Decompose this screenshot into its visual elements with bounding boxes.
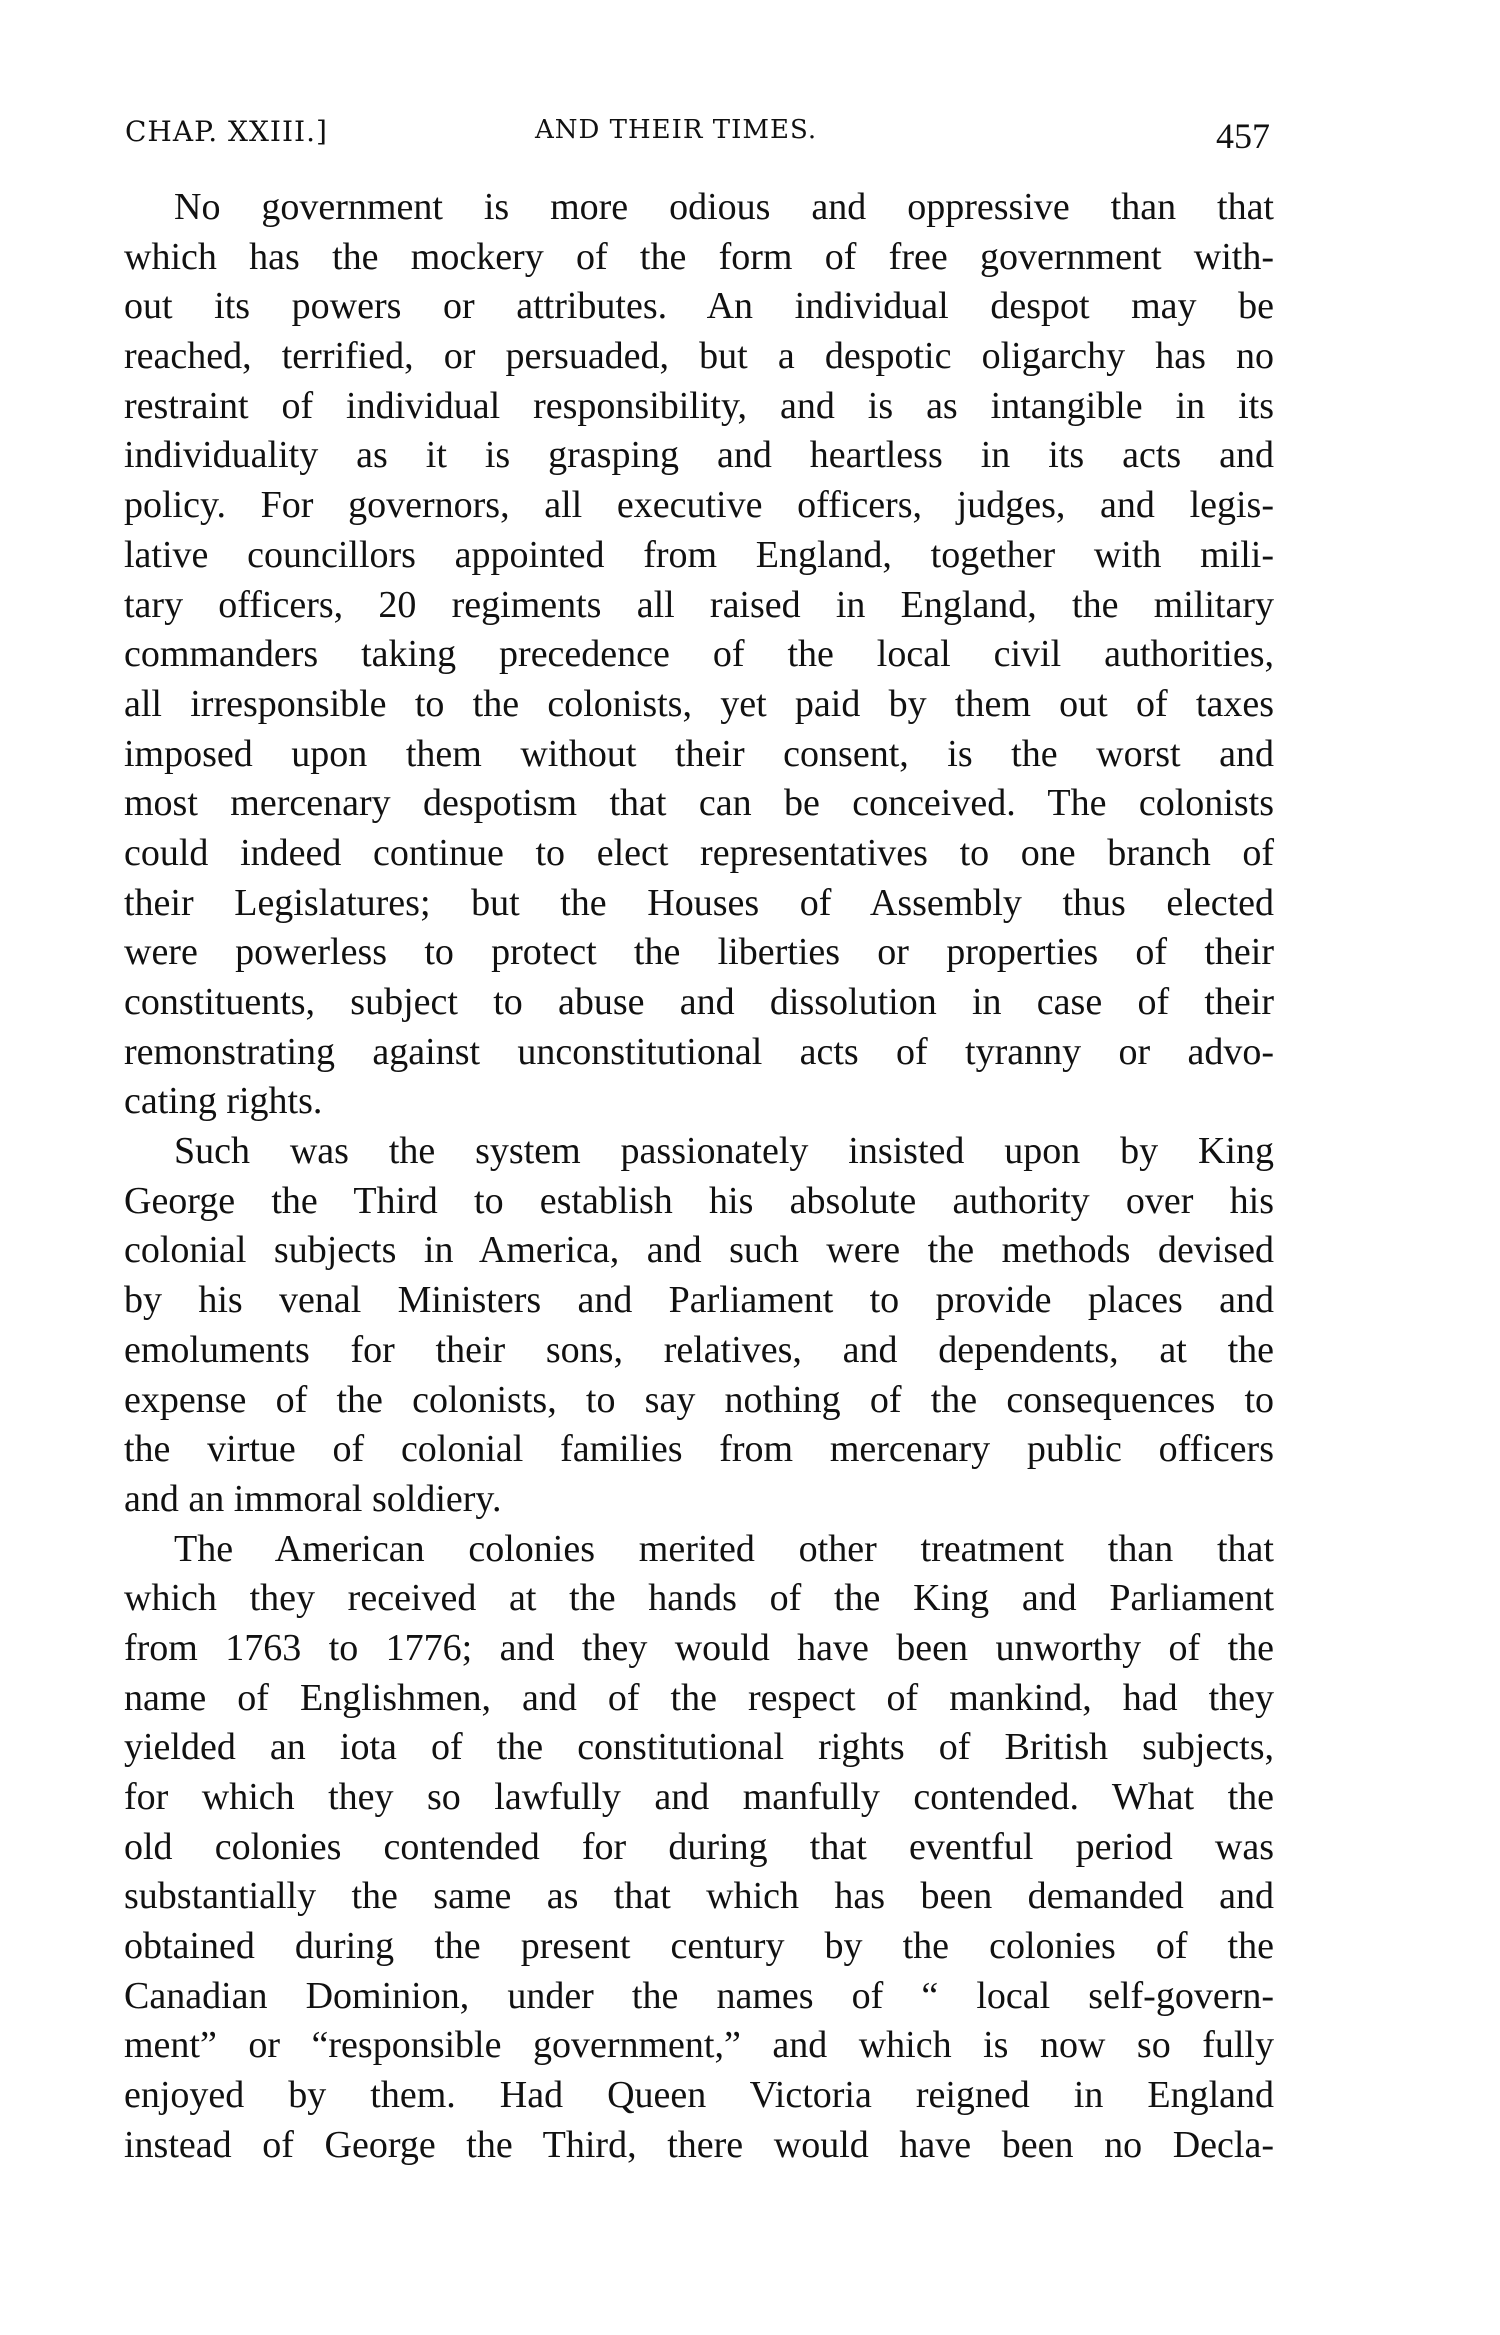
text-line: colonial subjects in America, and such were the methods devised xyxy=(124,1229,1274,1272)
paragraph-3 xyxy=(124,1525,1274,2171)
page-number: 457 xyxy=(1216,116,1270,156)
text-line: and an immoral soldiery. xyxy=(124,1477,502,1520)
text-line: constituents, subject to abuse and dissolution in case of their xyxy=(124,981,1274,1023)
text-line: yielded an iota of the constitutional rights of British subjects, xyxy=(124,1726,1274,1769)
text-line: for which they so lawfully and manfully contended. What the xyxy=(124,1776,1274,1818)
text-line: commanders taking precedence of the local civil authorities, xyxy=(124,633,1274,676)
paragraph-2 xyxy=(124,1127,1274,1525)
text-line: remonstrating against unconstitutional acts of tyranny or advo- xyxy=(124,1030,1274,1073)
text-line: enjoyed by them. Had Queen Victoria reigned in England xyxy=(124,2074,1274,2117)
text-line: instead of George the Third, there would have been no Decla- xyxy=(124,2123,1274,2166)
text-line: restraint of individual responsibility, and is as intangible in its xyxy=(124,384,1274,427)
text-line: which has the mockery of the form of free government with- xyxy=(124,235,1274,278)
body-text xyxy=(124,183,1274,2171)
text-line: old colonies contended for during that eventful period was xyxy=(124,1825,1274,1868)
chapter-label: CHAP. XXIII.] xyxy=(125,115,328,148)
text-line: out its powers or attributes. An individual despot may be xyxy=(124,285,1274,328)
text-line: from 1763 to 1776; and they would have been unworthy of the xyxy=(124,1626,1274,1669)
text-line: cating rights. xyxy=(124,1080,323,1123)
text-line: could indeed continue to elect representatives to one branch of xyxy=(124,831,1274,874)
text-line: by his venal Ministers and Parliament to provide places and xyxy=(124,1279,1274,1322)
text-line: emoluments for their sons, relatives, and dependents, at the xyxy=(124,1328,1274,1371)
text-line: The American colonies merited other treatment than that xyxy=(174,1527,1274,1570)
text-line: tary officers, 20 regiments all raised in England, the military xyxy=(124,583,1274,626)
text-line: policy. For governors, all executive officers, judges, and legis- xyxy=(124,484,1274,527)
text-line: No government is more odious and oppressive than that xyxy=(174,186,1274,228)
text-line: Such was the system passionately insisted upon by King xyxy=(174,1130,1274,1173)
text-line: ment” or “responsible government,” and which is now so fully xyxy=(124,2024,1274,2067)
text-line: lative councillors appointed from England, together with mili- xyxy=(124,533,1274,576)
running-head xyxy=(125,115,1270,155)
text-line: substantially the same as that which has been demanded and xyxy=(124,1875,1274,1918)
text-line: George the Third to establish his absolute authority over his xyxy=(124,1179,1274,1222)
text-line: individuality as it is grasping and heartless in its acts and xyxy=(124,434,1274,477)
text-line: which they received at the hands of the King and Parliament xyxy=(124,1577,1274,1620)
text-line: were powerless to protect the liberties or properties of their xyxy=(124,931,1274,974)
text-line: Canadian Dominion, under the names of “ local self-govern- xyxy=(124,1974,1274,2017)
paragraph-1 xyxy=(124,183,1274,1127)
text-line: all irresponsible to the colonists, yet paid by them out of taxes xyxy=(124,682,1274,725)
text-line: most mercenary despotism that can be conceived. The colonists xyxy=(124,782,1274,825)
running-title: AND THEIR TIMES. xyxy=(535,115,818,145)
text-line: their Legislatures; but the Houses of Assembly thus elected xyxy=(124,881,1274,924)
text-line: the virtue of colonial families from mercenary public officers xyxy=(124,1428,1274,1471)
text-line: obtained during the present century by the colonies of the xyxy=(124,1925,1274,1968)
text-line: reached, terrified, or persuaded, but a despotic oligarchy has no xyxy=(124,335,1274,378)
text-line: imposed upon them without their consent, is the worst and xyxy=(124,732,1274,775)
text-line: name of Englishmen, and of the respect of mankind, had they xyxy=(124,1676,1274,1719)
text-line: expense of the colonists, to say nothing of the consequences to xyxy=(124,1378,1274,1421)
